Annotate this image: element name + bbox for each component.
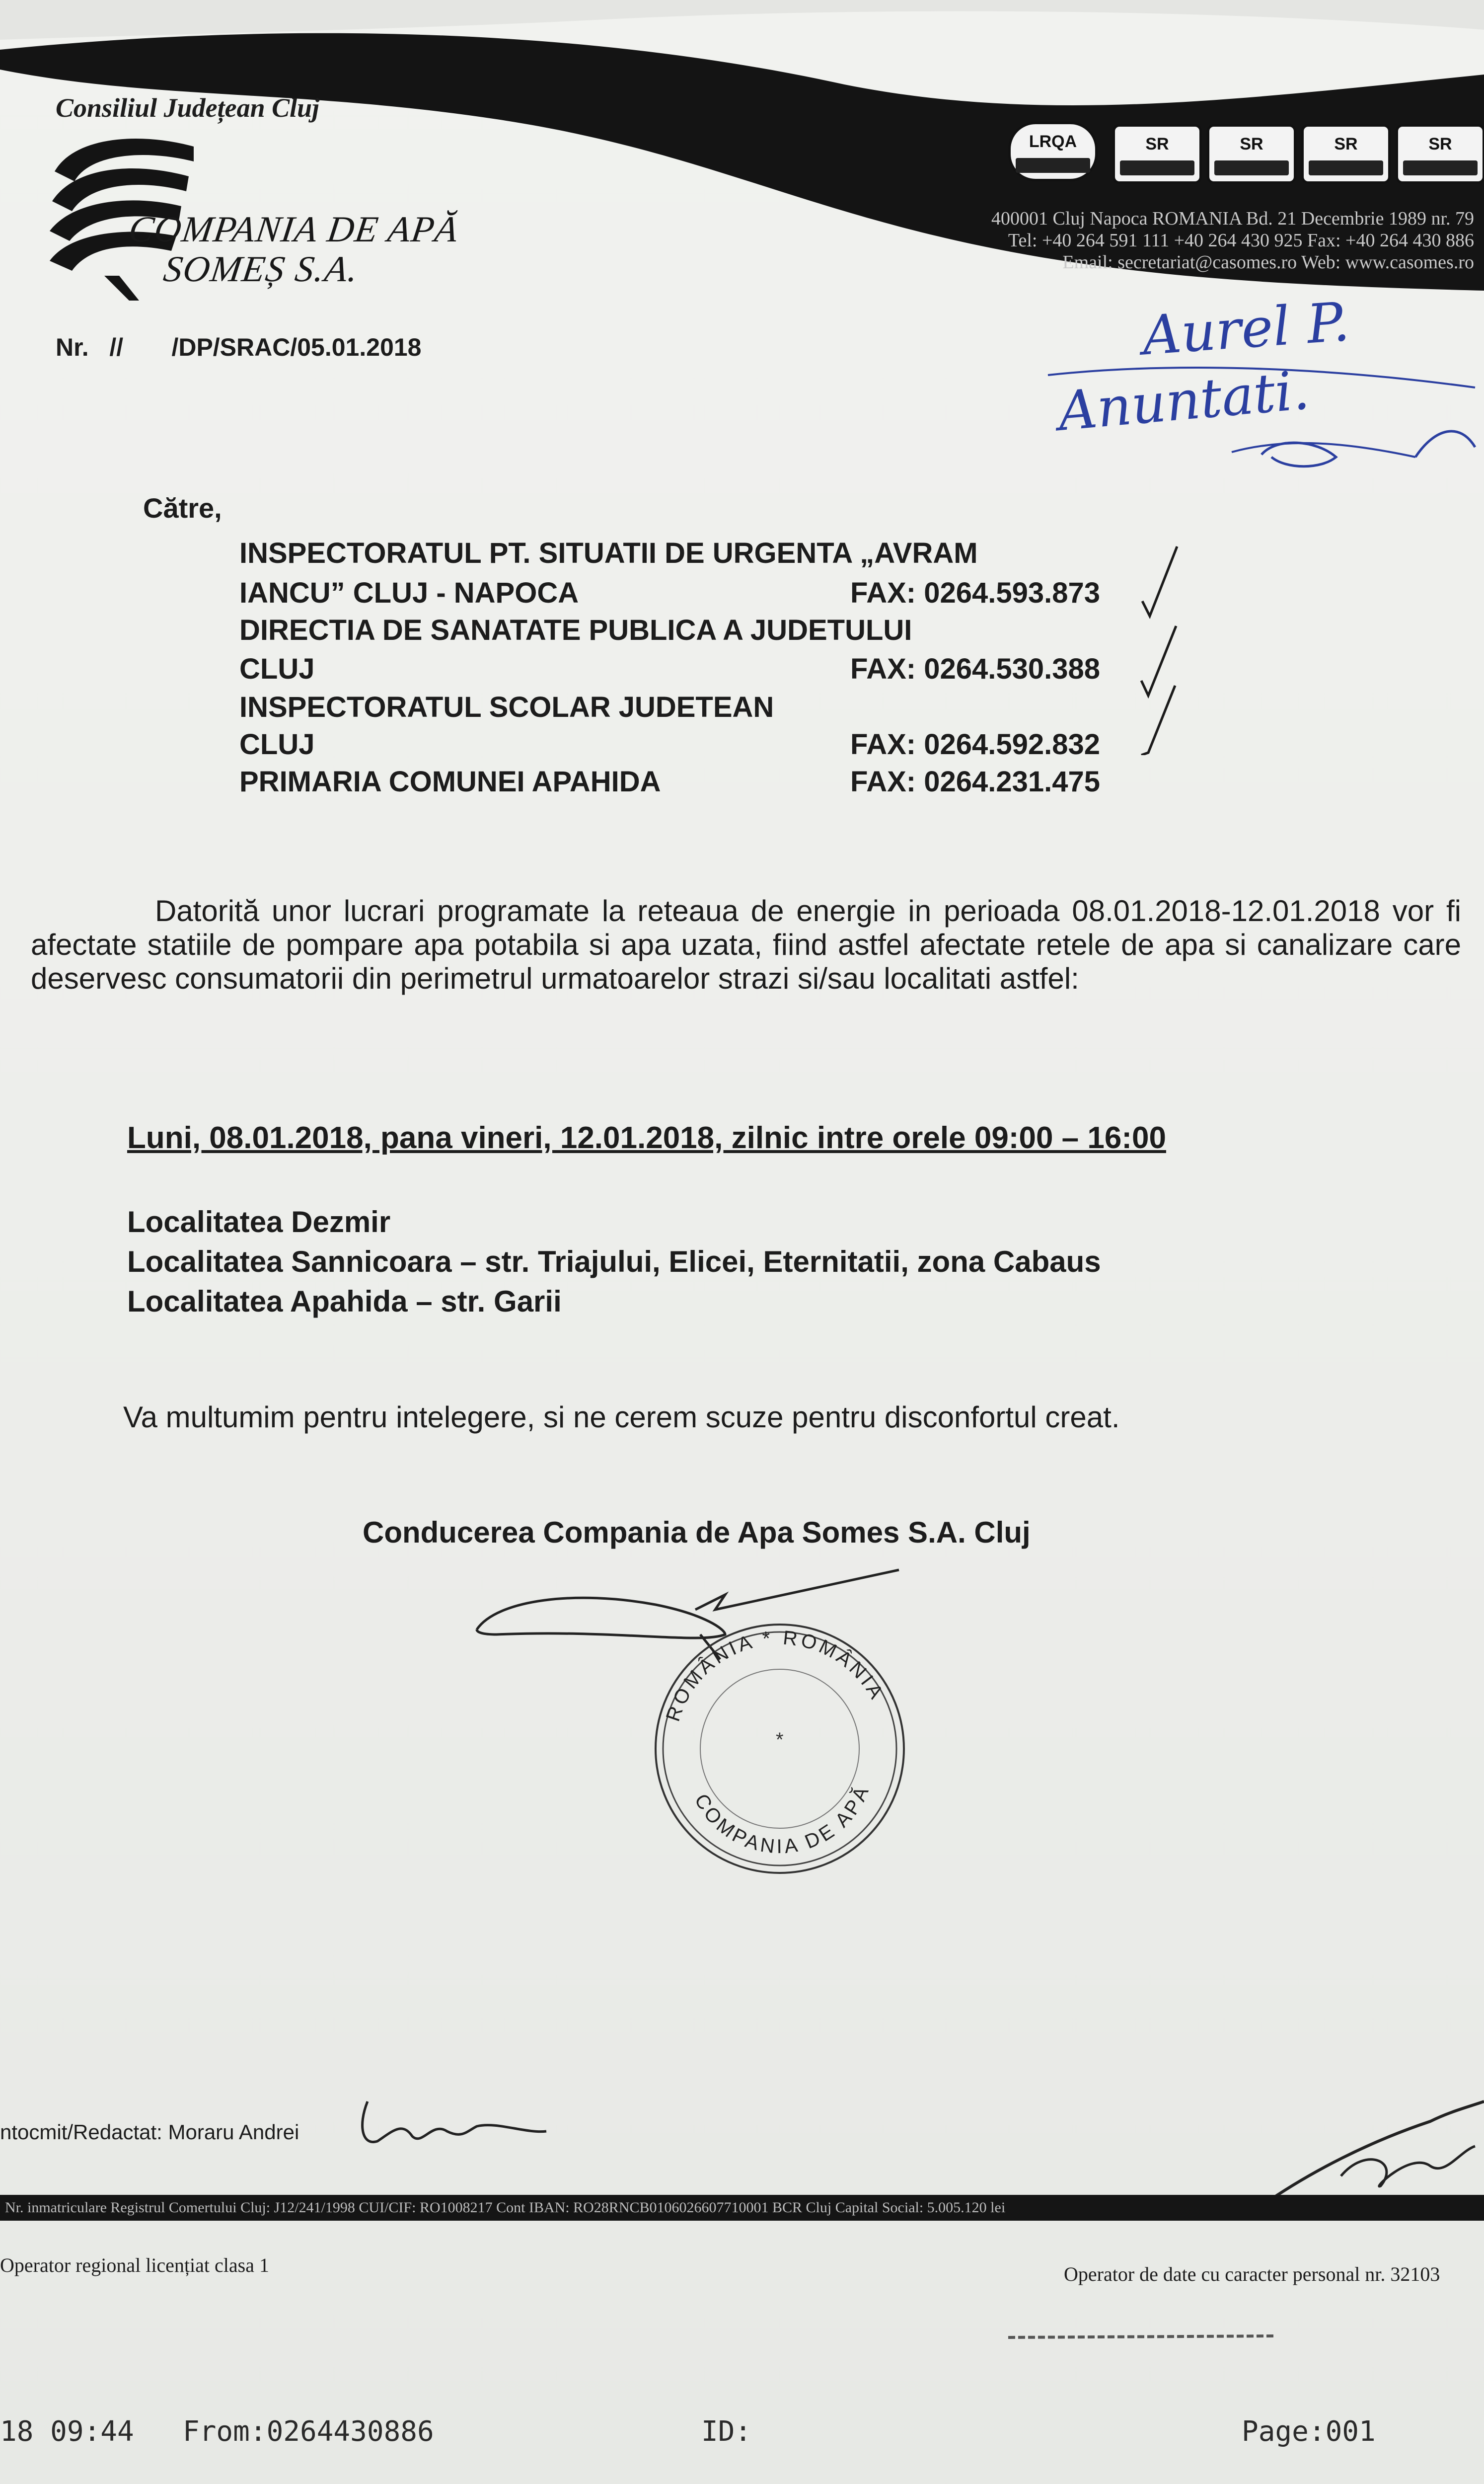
recipient-line (239, 691, 1158, 727)
signature-title: Conducerea Compania de Apa Somes S.A. Cluj (363, 1516, 1031, 1549)
preparer-signature (348, 2092, 556, 2151)
recipient-name: CLUJ (239, 653, 315, 685)
recipient-fax: FAX: 0264.231.475 (850, 766, 1101, 798)
recipient-name: CLUJ (239, 728, 315, 761)
recipient-line (239, 728, 1158, 765)
fax-page-number: Page:001 (1242, 2415, 1376, 2448)
svg-text:ROMÂNIA * ROMÂNIA: ROMÂNIA * ROMÂNIA (662, 1627, 889, 1724)
prepared-by: ntocmit/Redactat: Moraru Andrei (0, 2120, 299, 2144)
recipient-fax: FAX: 0264.592.832 (850, 728, 1101, 761)
recipient-fax: FAX: 0264.593.873 (850, 577, 1101, 609)
cert-badge-sr-1: SR (1113, 124, 1197, 179)
data-operator-number: Operator de date cu caracter personal nr. 32103 (1064, 2263, 1440, 2285)
to-label: Către, (143, 492, 222, 524)
recipient-name: DIRECTIA DE SANATATE PUBLICA A JUDETULUI (239, 614, 912, 646)
header-address: 400001 Cluj Napoca ROMANIA Bd. 21 Decembrie 1989 nr. 79 (991, 208, 1474, 229)
svg-text:COMPANIA DE APĂ: COMPANIA DE APĂ (690, 1781, 874, 1858)
fax-sender: From:0264430886 (183, 2415, 434, 2448)
recipient-name: PRIMARIA COMUNEI APAHIDA (239, 766, 661, 798)
company-name-line1: COMPANIA DE APĂ (126, 209, 461, 250)
header-email: Email: secretariat@casomes.ro Web: www.casomes.ro (1062, 252, 1474, 273)
faded-marks (1003, 2330, 1281, 2345)
recipient-name: INSPECTORATUL PT. SITUATII DE URGENTA „AVRAM (239, 537, 978, 569)
company-name-line2: SOMEȘ S.A. (161, 249, 362, 290)
recipient-line (239, 576, 1158, 613)
director-signature (1252, 2092, 1484, 2211)
recipient-line (239, 537, 1158, 573)
handwritten-note-line1: Aurel P. (1140, 291, 1351, 368)
recipient-name: IANCU” CLUJ - NAPOCA (239, 577, 579, 609)
fax-timestamp: 18 09:44 (0, 2415, 134, 2448)
recipient-fax: FAX: 0264.530.388 (850, 653, 1101, 685)
header-phone: Tel: +40 264 591 111 +40 264 430 925 Fax: +40 264 430 886 (1008, 230, 1474, 251)
recipient-line (239, 765, 1158, 802)
recipient-line (239, 614, 1158, 650)
company-stamp (646, 1620, 914, 1878)
cert-badge-sr-3: SR (1301, 124, 1386, 179)
notice-paragraph: Datorită unor lucrari programate la reteaua de energie in perioada 08.01.2018-12.01.2018 vor fi afectate statiile de pompare apa potabila si apa uzata, fiind astfel afectate retele de apa si canalizare care deservesc consumatorii din perimetrul urmatoarelor strazi si/sau localitati astfel: (31, 894, 1461, 995)
operator-license: Operator regional licențiat clasa 1 (0, 2254, 269, 2276)
footer-registration-bar: Nr. inmatriculare Registrul Comertului Cluj: J12/241/1998 CUI/CIF: RO1008217 Cont IBAN: RO28RNCB0106026607710001 BCR Cluj Capital Social: 5.005.120 lei (0, 2195, 1484, 2221)
fax-id-label: ID: (701, 2415, 752, 2448)
location-item: Localitatea Apahida – str. Garii (127, 1285, 562, 1318)
cert-badge-lrqa: LRQA (1008, 122, 1093, 176)
recipient-line (239, 652, 1158, 689)
svg-text:*: * (776, 1729, 784, 1751)
recipient-name: INSPECTORATUL SCOLAR JUDETEAN (239, 691, 774, 723)
check-marks (1137, 542, 1182, 755)
handwritten-note-line2: Anuntati. (1055, 359, 1312, 443)
council-name: Consiliul Județean Cluj (56, 93, 320, 123)
location-item: Localitatea Dezmir (127, 1205, 391, 1239)
cert-badge-sr-4: SR (1396, 124, 1480, 179)
thanks-line: Va multumim pentru intelegere, si ne cerem scuze pentru disconfortul creat. (123, 1400, 1120, 1434)
reference-number: Nr. // /DP/SRAC/05.01.2018 (56, 333, 422, 361)
schedule-line: Luni, 08.01.2018, pana vineri, 12.01.2018, zilnic intre orele 09:00 – 16:00 (127, 1121, 1166, 1155)
location-item: Localitatea Sannicoara – str. Triajului, Elicei, Eternitatii, zona Cabaus (127, 1245, 1101, 1278)
handwritten-scribble (1038, 358, 1484, 477)
cert-badge-sr-2: SR (1207, 124, 1291, 179)
